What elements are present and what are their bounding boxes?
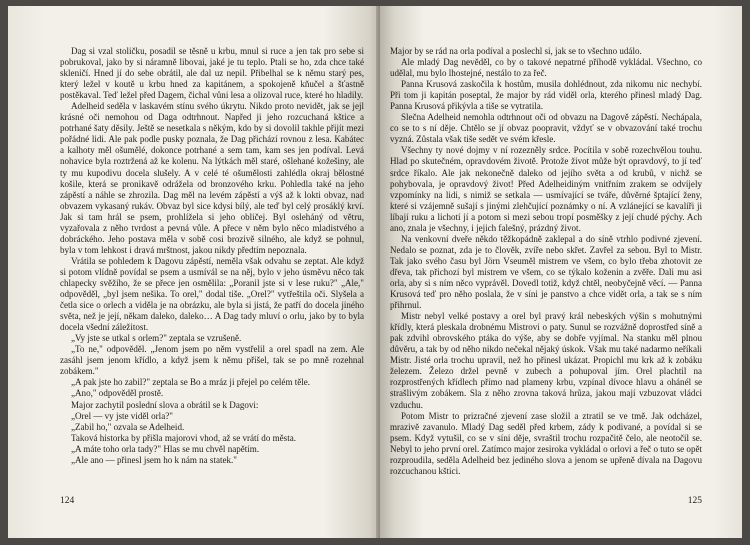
- right-page: [380, 6, 742, 538]
- paragraph: Adelheid seděla v laskavém stínu svého úkrytu. Nikdo proto nevidět, jak se jejl krásné oči nemohou od Daga odtrhnout. Napřed ji jeho rozcuchaná kštice a potrhané šaty děsily. Ještě se nesetkala s někým, kdo by si dovolil takhle přijít mezi pořádné lidi. Ale pak podle pusky poznala, že Dag přichází rovnou z lesa. Kabátec a kalhoty měl ošumělé, dokonce potrhané a sem tam, kam ses jen podíval. Levá nohavice byla roztržená až ke kolenu. Na lýtkách měl staré, ošlehané kožešiny, ale ty mu kupodivu docela slušely. A v celé té ošumělosti zahlédla okraj bělostné košile, která se pronikavě odrážela od bronzového krku. Pohledla také na jeho zápěstí a náhle se zhrozila. Dag měl na levém zápěstí a výš až k lokti obvaz, nad obvazem vykasaný rukáv. Obvaz byl sice kdysi bílý, ale teď byl celý prosáklý krví. Jak si tam hrál se psem, prohlížela si jeho obličej. Byl osleháný od větru, vyzařovala z něho tvrdost a pevná vůle. A přece v něm bylo něco mladistvého a dobráckého. Jeho postava měla v sobě cosi brozivě silného, ale když se pohnul, byla v tom lehkost i dravá mrštnost, jakou nikdy předtím nepoznala.: [60, 101, 364, 255]
- paragraph: „A pak jste ho zabil?" zeptala se Bo a mráz ji přejel po celém těle.: [71, 377, 311, 388]
- paragraph: Panna Krusová zaskočila k hostům, musila dohlédnout, zda nikomu nic nechybí. Při tom ji kapitán poseptal, že major by rád viděl orla, kterého přinesl mladý Dag. Panna Krusová přikývla a tiše se vytratila.: [390, 79, 702, 112]
- paragraph: „Ale ano — přinesl jsem ho k nám na statek.": [71, 454, 237, 465]
- paragraph: Dag si vzal stoličku, posadil se těsně u krbu, mnul si ruce a jen tak pro sebe si pobrukoval, jako by si náramně libovai, jaké je tu teplo. Ptali se ho, zda chce také skleničí. Hned jí do sebe obrátil, ale dal uz nepil. Přibelhal se k němu starý pes, který ležel v koutě u krbu hned za kapitánem, a spokojeně kňučel a šťastně postěkaval. Teď ležel před Dagem, čichal vůni lesa a olizoval ruce, které ho hladily.: [60, 46, 364, 101]
- paragraph: „Zabil ho," ozvala se Adelheid.: [71, 421, 185, 432]
- left-page-text: [60, 46, 364, 466]
- paragraph: Na venkovní dveře někdo těžkopádně zaklepal a do síně vtrhlo podivné zjevení. Nedalo se poznat, zda je to člověk, zvíře nebo skřet. Zavřel za sebou. Byl to Mistr. Tak jako svého času byl Jörn Vseuměl mistrem ve všem, co bylo třeba zhotovit ze dřeva, tak přichozí byl mistrem ve všem, co se týkalo koženin a zvěře. Dali mu asi orla, aby si s ním něco vyprávěl. Dovedl totiž, když chtěl, neobyčejně věcí. — Panna Krusová teď pro něho poslala, že v síni je panstvo a chce vidět orla, a tak se s ním přihrnul.: [390, 233, 702, 311]
- paragraph: „Vy jste se utkal s orlem?" zeptala se vzrušeně.: [71, 333, 242, 344]
- right-page-text: [390, 46, 702, 477]
- paragraph: Vrátila se pohledem k Dagovu zápěstí, neměla však odvahu se zeptat. Ale když si potom vlídně povídal se psem a usmívál se na něj, bylo v jeho úsměvu něco tak chlapecky svěžího, že se přece jen osmělila: „Poranil jste si v lese ruku?" „Ale," odpověděl, „byl jsem nešika. To orel," dodal tiše. „Orel?" vytřeštila oči. Slyšela a četla sice o orlech a viděla je na obrázku, ale byla si jistá, že patří do docela jiného světa, než je její, někam daleko, daleko… A Dag tady mluví o orlu, jako by to byla docela všední záležitost.: [60, 255, 364, 333]
- paragraph: Mistr nebyl velké postavy a orel byl pravý král nebeských výšin s mohutnými křídly, která pleskala drobnému Mistrovi o paty. Sunul se rozvážně doprostřed síně a pak zdvihl obrovského ptáka do výše, aby se dobře vyjímal. Na stanku měl plnou důvěru, a tak by od něho nikdo nečekal nějaký úskok. Však mu také nadarmo neříkali Mistr. Jisté orla trochu upravil, než ho přinesl ukázat. Propichl mu krk až k zobáku železem. Železo držel pevně v zubech a pohupoval jím. Orel plachtil na rozprostřených křídlech přímo nad plameny krbu, vzpínal dívoce hlavu a ohánél se strašlivým zobákem. Sla z něho zrovna taková hrůza, jakou mají vzbuzovat vládci vzduchu.: [390, 311, 702, 410]
- paragraph: Potom Mistr to prizračné zjevení zase složil a ztratil se ve tmě. Jak odcházel, mrazivě zavanulo. Mladý Dag seděl před krbem, zády k podivané, a povídal si se psem. Když vytušil, co se v síni děje, svraštil trochu rozpačitě čelo, ale neotočil se. Nebyl to jeho první orel. Zatímco major zesiroka vykládal o orlovi a řeč o tuto se opět rozproudila, seděla Adelheid bez jediného slova a jenom se upřeně dívala na Dagovu rozcuchanou kštici.: [390, 410, 702, 476]
- left-page: [8, 6, 380, 538]
- paragraph: Slečna Adelheid nemohla odtrhnout oči od obvazu na Dagově zápěstí. Nechápala, co se to s ní děje. Chtělo se jí obvaz poopravit, vždyť se v obvazování také trochu vyzná. Zůstala však tiše sedět ve svém křesle.: [390, 112, 702, 145]
- paragraph: „A máte toho orla tady?" Hlas se mu chvěl napětím.: [71, 443, 260, 454]
- paragraph: Ale mladý Dag nevěděl, co by o takové nepatrné příhodě vykládal. Všechno, co udělal, mu bylo lhostejné, nestálo to za řeč.: [390, 57, 702, 79]
- paragraph: Taková historka by přišla majorovi vhod, až se vrátí do města.: [71, 432, 296, 443]
- paragraph: „To ne," odpověděl. „Jenom jsem po něm vystřelil a orel spadl na zem. Ale zasáhl jsem jenom křídlo, a když jsem k němu přišel, tak se po mně rozehnal zobákem.": [60, 344, 364, 377]
- paragraph: Major by se rád na orla podíval a poslechl si, jak se to všechno událo.: [390, 46, 642, 56]
- page-number-left: 124: [60, 496, 75, 506]
- paragraph: Všechny ty nové dojmy v ní rozezněly srdce. Pocítila v sobě rozechvělou touhu. Hlad po skutečném, opravdovém životě. Protože život může být opravdový, to jí teď srdce říkalo. Ale jak nekonečně daleko od jejího světa a od krubů, v nichž se pohybovala, je opravdový život! Před Adelheidiným vnitřním zrakem se odvíjely vzpomínky na lidi, s nimiž se setkala — usmívající se tváře, důvěrné šptající ženy, které si vzájemně sušají s jinými zlehčující poznámky o ní. A vzlánející se kavalíři ji líbají ruku a lichotí jí a potom si mezi sebou tropí posměšky z její chudé pýchy. Ach ano, znala je všechny, i jejich falešný, prázdný život.: [390, 145, 702, 233]
- paragraph: „Ano," odpověděl prostě.: [71, 388, 164, 399]
- page-number-right: 125: [687, 496, 702, 506]
- paragraph: „Orel — vy jste viděl orla?": [71, 410, 173, 421]
- paragraph: Major zachytil poslední slova a obrátil se k Dagovi:: [71, 399, 259, 410]
